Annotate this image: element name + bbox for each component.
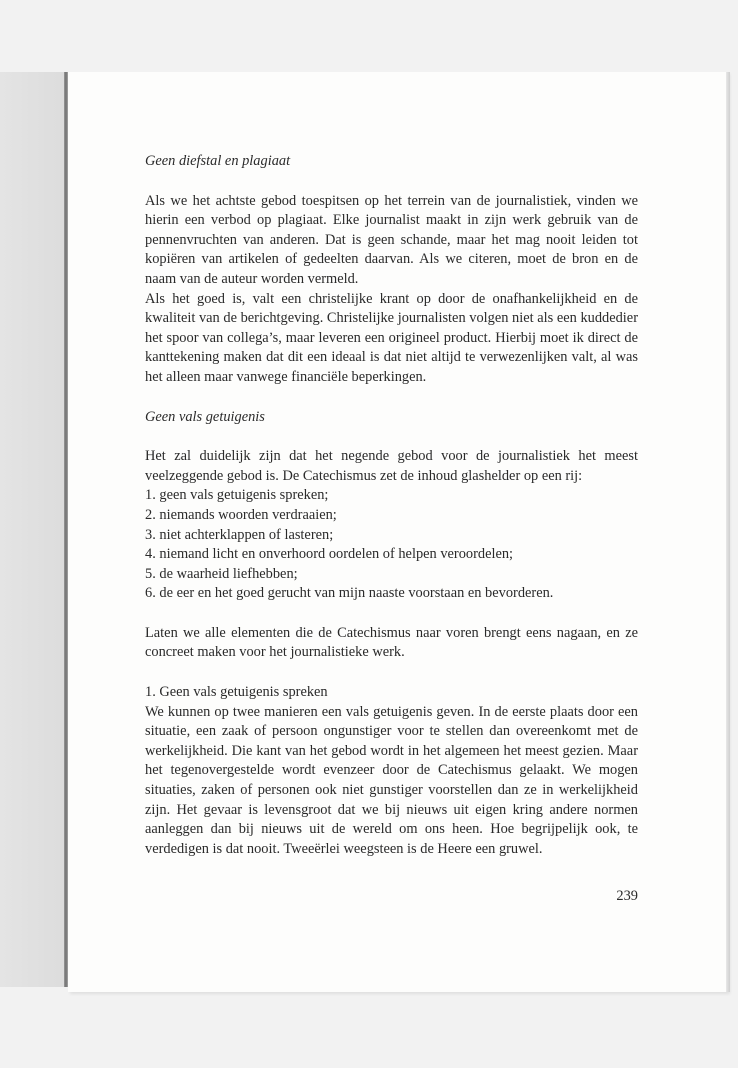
list-item: 1. geen vals getuigenis spreken;	[145, 487, 329, 504]
list-item: 6. de eer en het goed gerucht van mijn naaste voorstaan en bevorderen.	[145, 585, 554, 602]
page-content	[145, 152, 638, 859]
left-page-edge	[0, 72, 66, 987]
list-item: 4. niemand licht en onverhoord oordelen of helpen veroordelen;	[145, 546, 514, 563]
page-number: 239	[616, 888, 638, 904]
subsection-title: 1. Geen vals getuigenis spreken	[145, 684, 328, 701]
book-page	[68, 72, 728, 992]
page-right-edge	[726, 72, 730, 992]
paragraph-false-witness-intro: Het zal duidelijk zijn dat het negende gebod voor de journalistiek het meest veelzeggende gebod is. De Catechismus zet de inhoud glashelder op een rij:	[145, 448, 638, 484]
paragraph-false-witness-closing: Laten we alle elementen die de Catechismus naar voren brengt eens nagaan, en ze concreet maken voor het journalistieke werk.	[145, 624, 638, 661]
list-item: 5. de waarheid liefhebben;	[145, 565, 298, 582]
paragraph-plagiarism-1: Als we het achtste gebod toespitsen op het terrein van de journalistiek, vinden we hierin een verbod op plagiaat. Elke journalist maakt in zijn werk gebruik van de pennenvruchten van anderen. Dat is geen schande, maar het mag nooit leiden tot kopiëren van artikelen of gedeelten daarvan. Als we citeren, moet de bron en de naam van de auteur worden vermeld.	[145, 192, 638, 287]
paragraph-plagiarism-2: Als het goed is, valt een christelijke krant op door de onafhankelijkheid en de kwaliteit van de berichtgeving. Christelijke journalisten volgen niet als een kuddedier het spoor van collega’s, maar leveren een origineel product. Hierbij moet ik direct de kanttekening maken dat dit een ideaal is dat niet altijd te verwezenlijken valt, al was het alleen maar vanwege financiële beperkingen.	[145, 290, 638, 385]
section-heading-false-witness: Geen vals getuigenis	[145, 408, 265, 425]
list-item: 2. niemands woorden verdraaien;	[145, 506, 337, 523]
section-heading-plagiarism: Geen diefstal en plagiaat	[145, 153, 291, 169]
subsection-body: We kunnen op twee manieren een vals getuigenis geven. In de eerste plaats door een situatie, een zaak of persoon ongunstiger voor te stellen dan overeenkomt met de werkelijkheid. Die kant van het gebod wordt in het algemeen het meest gezien. Maar het tegenovergestelde wordt evenzeer door de Catechismus gelaakt. We mogen situaties, zaken of personen ook niet gunstiger voorstellen dan ze in werkelijkheid zijn. Het gevaar is levensgroot dat we bij nieuws uit eigen kring andere normen aanleggen dan bij nieuws uit de wereld om ons heen. Hoe begrijpelijk ook, te verdedigen is dat nooit. Tweeërlei weegsteen is de Heere een gruwel.	[145, 703, 638, 857]
commandment-list	[145, 486, 638, 604]
list-item: 3. niet achterklappen of lasteren;	[145, 526, 334, 543]
